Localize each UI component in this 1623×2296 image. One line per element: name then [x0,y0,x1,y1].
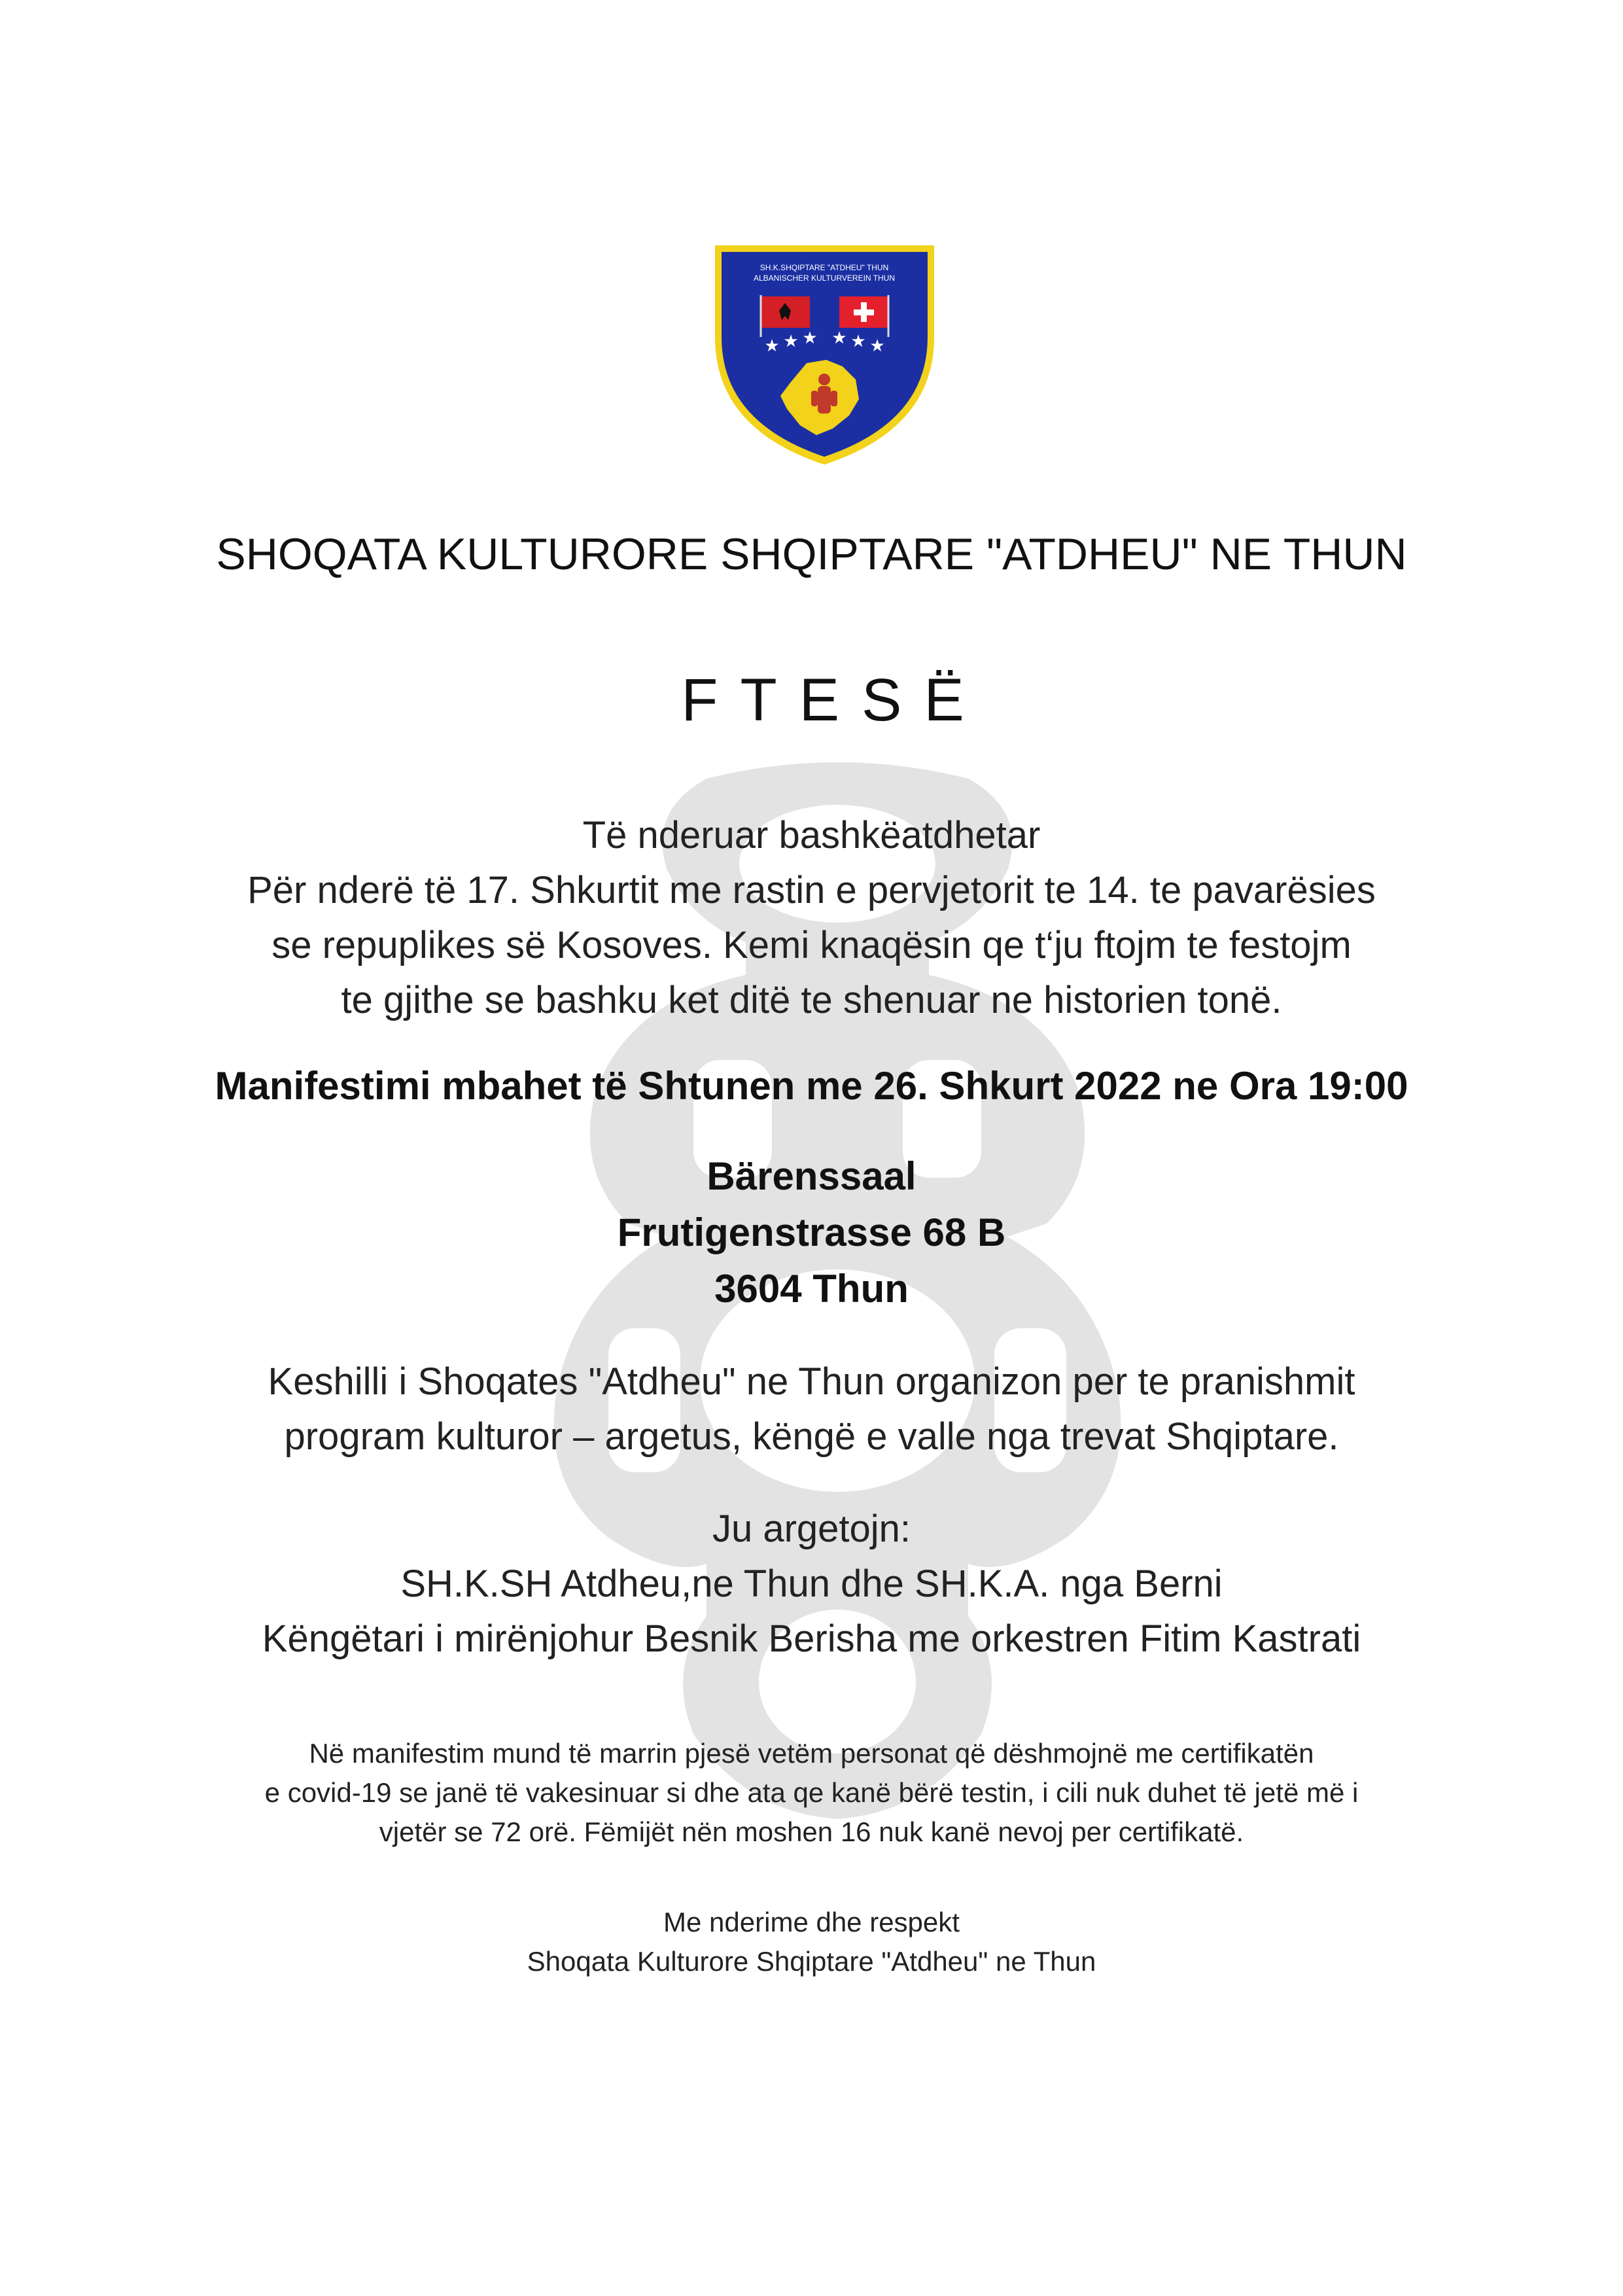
performers-line: Këngëtari i mirënjohur Besnik Berisha me orkestren Fitim Kastrati [262,1617,1361,1660]
association-logo [708,239,941,471]
covid-line: vjetër se 72 orë. Fëmijët nën moshen 16 nuk kanë nevoj per certifikatë. [379,1816,1244,1847]
svg-text:★: ★ [783,332,799,351]
greeting-line: se repuplikes së Kosoves. Kemi knaqësin qe t‘ju ftojm te festojm [271,924,1352,966]
performers-line: SH.K.SH Atdheu,ne Thun dhe SH.K.A. nga Berni [400,1563,1223,1605]
covid-line: Në manifestim mund të marrin pjesë vetëm personat që dëshmojnë me certifikatën [309,1738,1314,1769]
program-line: program kulturor – argetus, këngë e valle nga trevat Shqiptare. [284,1415,1339,1458]
logo-text-line1: SH.K.SHQIPTARE "ATDHEU" THUN [759,263,889,272]
greeting-line: Të nderuar bashkëatdhetar [582,814,1041,857]
program-paragraph [0,1354,1623,1464]
venue-city: 3604 Thun [714,1267,909,1311]
logo-text-line2: ALBANISCHER KULTURVEREIN THUN [753,274,896,283]
program-line: Keshilli i Shoqates "Atdheu" ne Thun organizon per te pranishmit [268,1360,1355,1403]
svg-text:★: ★ [831,328,847,348]
event-schedule: Manifestimi mbahet të Shtunen me 26. Shkurt 2022 ne Ora 19:00 [215,1064,1408,1108]
performers-line: Ju argetojn: [712,1508,911,1550]
venue-name: Bärenssaal [707,1154,916,1198]
page-title: FTESË [681,667,986,733]
covid-line: e covid-19 se janë të vakesinuar si dhe ata qe kanë bërë testin, i cili nuk duhet të jetë më i [264,1777,1359,1808]
signature-line: Shoqata Kulturore Shqiptare "Atdheu" ne Thun [527,1946,1096,1977]
venue-street: Frutigenstrasse 68 B [617,1210,1006,1254]
greeting-line: te gjithe se bashku ket ditë te shenuar ne historien tonë. [341,979,1282,1021]
organization-title: SHOQATA KULTURORE SHQIPTARE "ATDHEU" NE THUN [216,529,1407,579]
svg-text:★: ★ [764,336,780,356]
closing-signature [0,1903,1623,1981]
performers-paragraph [0,1502,1623,1667]
closing-line: Me nderime dhe respekt [663,1907,960,1937]
svg-text:★: ★ [869,336,885,356]
svg-text:★: ★ [850,332,866,351]
venue-address [0,1148,1623,1317]
greeting-line: Për nderë të 17. Shkurtit me rastin e pervjetorit te 14. te pavarësies [247,869,1376,911]
svg-text:★: ★ [802,328,818,348]
covid-notice [0,1734,1623,1852]
greeting-paragraph [0,808,1623,1028]
